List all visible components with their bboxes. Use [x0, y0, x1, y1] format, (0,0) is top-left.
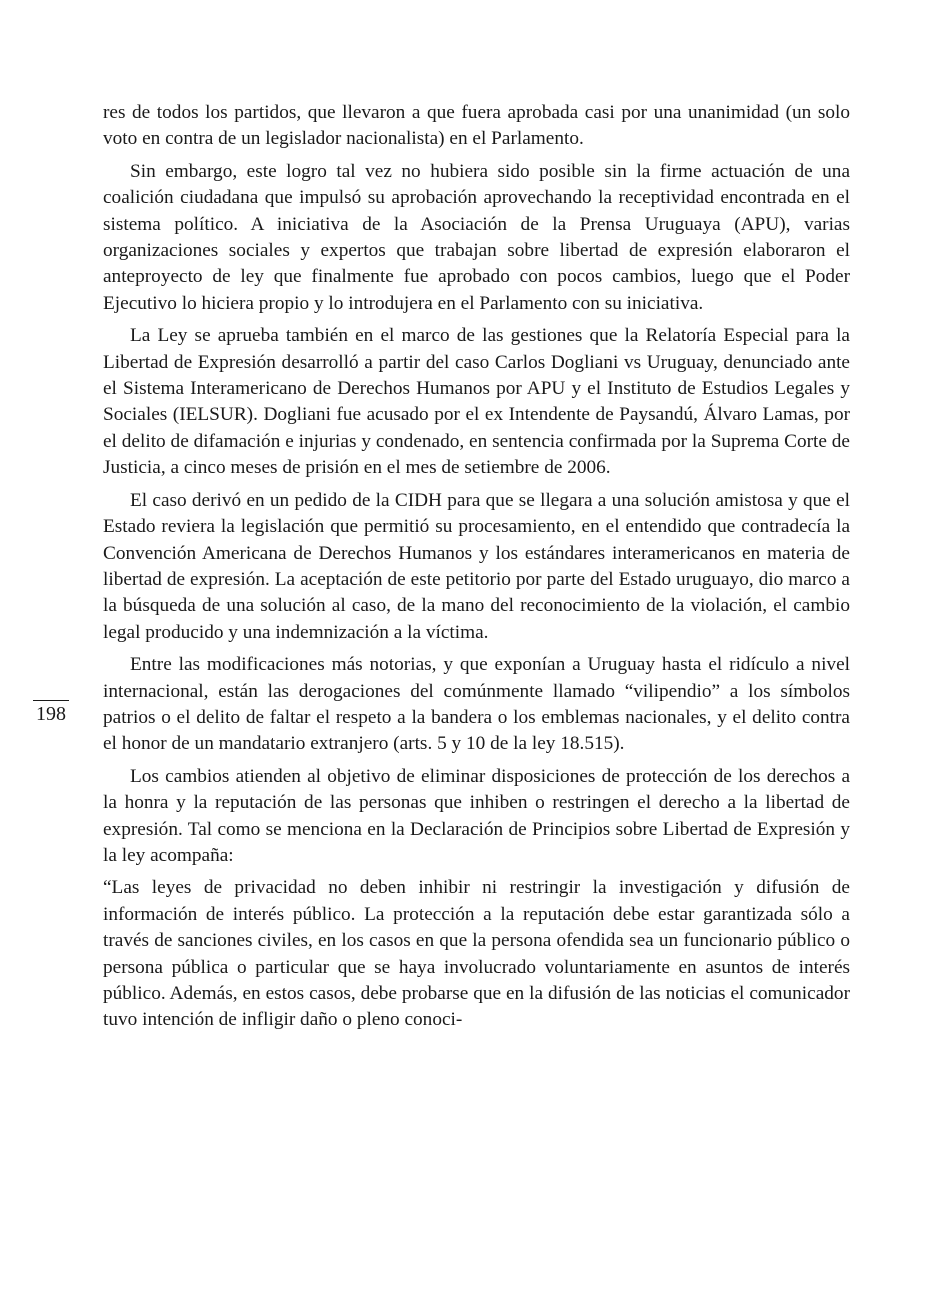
- paragraph: Sin embargo, este logro tal vez no hubiera sido posible sin la firme actuación de una coalición ciudadana que impulsó su aprobación aprovechando la receptividad encontrada en el sistema político. A iniciativa de la Asociación de la Prensa Uruguaya (APU), varias organizaciones sociales y expertos que trabajan sobre libertad de expresión elaboraron el anteproyecto de ley que finalmente fue aprobado con pocos cambios, luego que el Poder Ejecutivo lo hiciera propio y lo introdujera en el Parlamento con su iniciativa.: [103, 160, 850, 314]
- paragraph-continued: res de todos los partidos, que llevaron a que fuera aprobada casi por una unanimidad (un solo voto en contra de un legislador nacionalista) en el Parlamento.: [103, 102, 850, 150]
- page-number-block: [33, 700, 69, 725]
- paragraph: Los cambios atienden al objetivo de eliminar disposiciones de protección de los derechos a la honra y la reputación de las personas que inhiben o restringen el derecho a la libertad de expresión. Tal como se menciona en la Declaración de Principios sobre Libertad de Expresión y la ley acompaña:: [103, 765, 850, 866]
- paragraph: Entre las modificaciones más notorias, y que exponían a Uruguay hasta el ridículo a nivel internacional, están las derogaciones del comúnmente llamado “vilipendio” a los símbolos patrios o el delito de faltar el respeto a la bandera o los emblemas nacionales, y el delito contra el honor de un mandatario extranjero (arts. 5 y 10 de la ley 18.515).: [103, 654, 850, 755]
- block-quote: “Las leyes de privacidad no deben inhibir ni restringir la investigación y difusión de información de interés público. La protección a la reputación debe estar garantizada sólo a través de sanciones civiles, en los casos en que la persona ofendida sea un funcionario público o persona pública o particular que se haya involucrado voluntariamente en asuntos de interés público. Además, en estos casos, debe probarse que en la difusión de las noticias el comunicador tuvo intención de infligir daño o pleno conoci-: [103, 877, 850, 1031]
- text-column: [103, 100, 850, 1040]
- page-number-rule: [33, 700, 69, 701]
- page-number: 198: [36, 703, 66, 725]
- paragraph: La Ley se aprueba también en el marco de las gestiones que la Relatoría Especial para la Libertad de Expresión desarrolló a partir del caso Carlos Dogliani vs Uruguay, denunciado ante el Sistema Interamericano de Derechos Humanos por APU y el Instituto de Estudios Legales y Sociales (IELSUR). Dogliani fue acusado por el ex Intendente de Paysandú, Álvaro Lamas, por el delito de difamación e injurias y condenado, en sentencia confirmada por la Suprema Corte de Justicia, a cinco meses de prisión en el mes de setiembre de 2006.: [103, 325, 850, 479]
- paragraph: El caso derivó en un pedido de la CIDH para que se llegara a una solución amistosa y que el Estado reviera la legislación que permitió su procesamiento, en el entendido que contradecía la Convención Americana de Derechos Humanos y los estándares interamericanos en materia de libertad de expresión. La aceptación de este petitorio por parte del Estado uruguayo, dio marco a la búsqueda de una solución al caso, de la mano del reconocimiento de la violación, el cambio legal producido y una indemnización a la víctima.: [103, 489, 850, 643]
